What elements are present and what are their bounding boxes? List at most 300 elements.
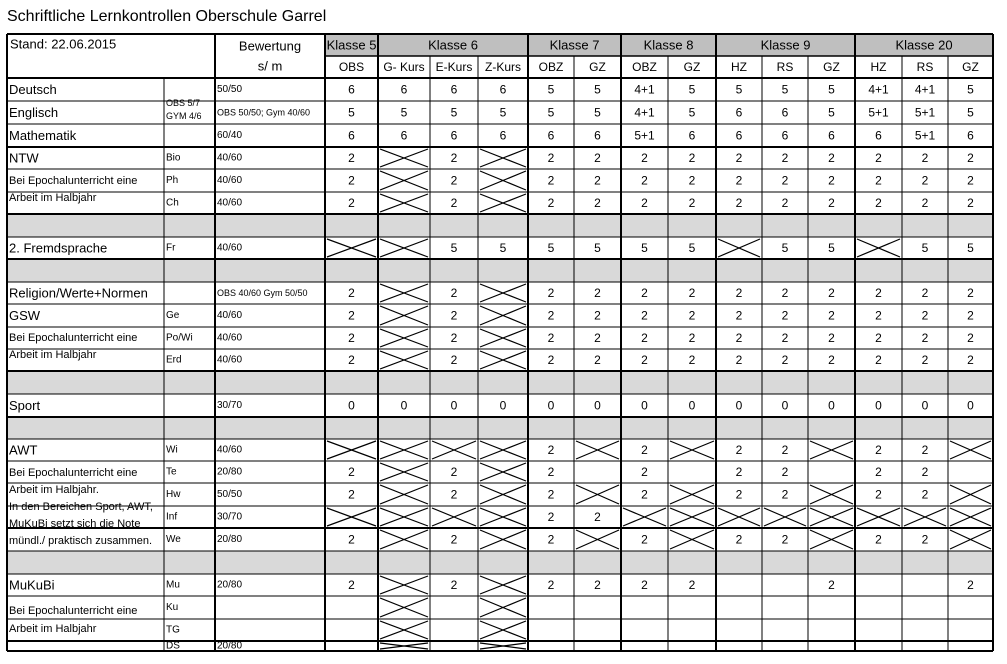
not-applicable-cross (857, 239, 900, 257)
sub-subject-label: DS (166, 640, 180, 652)
grade-count: 2 (594, 331, 601, 345)
weighting-ratio: 50/50 (217, 489, 243, 500)
subject-label: Mathematik (9, 128, 77, 143)
grade-count: 2 (641, 151, 648, 165)
subject-label: 2. Fremdsprache (9, 240, 108, 256)
grade-count: 2 (875, 308, 882, 323)
grade-count: 2 (921, 196, 929, 210)
sub-subject-label: Wi (166, 444, 178, 456)
class-header: Klasse 5 (326, 37, 377, 53)
page-title: Schriftliche Lernkontrollen Oberschule Garrel (7, 8, 327, 25)
grade-count: 2 (594, 578, 601, 592)
sub-subject-label: Erd (166, 354, 182, 366)
weighting-ratio: 20/80 (217, 466, 243, 478)
subject-label: MuKuBi (9, 577, 55, 593)
not-applicable-cross (480, 621, 526, 639)
grade-count: 2 (875, 286, 882, 300)
grade-count: 6 (450, 128, 458, 143)
grade-count: 5 (594, 241, 601, 255)
bewertung-sm-label: s/ m (257, 58, 283, 74)
epochal-note: Arbeit im Halbjahr (9, 623, 97, 635)
grade-count: 5 (688, 82, 696, 97)
grade-count: 2 (547, 510, 555, 524)
grade-count: 2 (781, 532, 789, 547)
grade-count: 2 (547, 151, 555, 165)
grade-count: 2 (348, 151, 355, 165)
epochal-note: Arbeit im Halbjahr (9, 192, 97, 204)
grade-count: 2 (875, 532, 882, 547)
not-applicable-cross (810, 441, 853, 459)
grade-count: 5 (781, 241, 789, 255)
not-applicable-cross (480, 194, 526, 212)
grade-count: 2 (735, 196, 743, 210)
weighting-ratio: 40/60 (217, 444, 243, 456)
not-applicable-cross (380, 441, 428, 459)
grade-count: 2 (641, 532, 648, 547)
subject-label: GSW (9, 308, 41, 323)
not-applicable-cross (480, 576, 526, 594)
grade-count: 5 (828, 241, 835, 255)
weighting-ratio: 30/70 (217, 511, 243, 523)
grade-count: 2 (875, 151, 882, 165)
sub-subject-label: Mu (166, 579, 180, 591)
not-applicable-cross (810, 485, 853, 504)
grade-count: 2 (450, 532, 458, 547)
grade-count: 2 (967, 196, 974, 210)
grade-count: 2 (967, 286, 974, 300)
grade-count: 2 (641, 487, 648, 502)
not-applicable-cross (904, 508, 946, 526)
subject-label: NTW (9, 150, 39, 166)
not-applicable-cross (380, 239, 428, 257)
grade-count: 5 (547, 241, 555, 255)
not-applicable-cross (857, 508, 900, 526)
grade-count: 2 (641, 286, 648, 300)
grade-count: 0 (499, 398, 507, 413)
grade-count: 2 (547, 173, 555, 188)
grade-count: 2 (735, 465, 743, 479)
grade-count: 2 (641, 308, 648, 323)
not-applicable-cross (670, 441, 714, 459)
sub-subject-label: We (166, 534, 181, 545)
grade-count: 2 (594, 308, 601, 323)
grade-count: 2 (547, 331, 555, 345)
column-header: HZ (870, 60, 887, 74)
separator-band (7, 551, 993, 574)
not-applicable-cross (764, 508, 806, 526)
not-applicable-cross (480, 351, 526, 369)
not-applicable-cross (380, 485, 428, 504)
grade-count: 2 (781, 443, 789, 457)
subject-label: Sport (9, 398, 41, 413)
grade-count: 0 (828, 398, 835, 413)
not-applicable-cross (670, 485, 714, 504)
weighting-ratio: 20/80 (217, 640, 243, 652)
sub-subject-label: Inf (166, 511, 178, 523)
grade-count: 2 (875, 487, 882, 502)
class-header: Klasse 9 (760, 37, 811, 53)
column-header: OBS (338, 60, 365, 74)
grade-count: 2 (594, 286, 601, 300)
awt-note: Arbeit im Halbjahr. (9, 484, 99, 496)
grade-count: 2 (735, 532, 743, 547)
grade-count: 2 (641, 443, 648, 457)
not-applicable-cross (480, 485, 526, 504)
column-header: G- Kurs (383, 60, 425, 74)
grade-count: 2 (875, 353, 882, 367)
bewertung-label: Bewertung (238, 38, 302, 54)
grade-count: 2 (921, 308, 929, 323)
grade-count: 5 (967, 82, 974, 97)
grade-count: 4+1 (914, 82, 936, 97)
grade-count: 6 (781, 128, 789, 143)
grade-count: 2 (450, 173, 458, 188)
grade-count: 5 (594, 82, 601, 97)
grade-count: 0 (641, 398, 648, 413)
grade-count: 6 (348, 128, 355, 143)
not-applicable-cross (950, 530, 991, 549)
grade-count: 2 (921, 286, 929, 300)
grade-count: 6 (781, 105, 789, 120)
grade-count: 5 (967, 105, 974, 120)
grade-count: 2 (828, 331, 835, 345)
subject-label: Englisch (9, 105, 59, 120)
not-applicable-cross (810, 508, 853, 526)
grade-count: 5 (348, 105, 355, 120)
grade-count: 5+1 (634, 128, 655, 143)
grade-count: 2 (828, 308, 835, 323)
grade-count: 5 (594, 105, 601, 120)
not-applicable-cross (623, 508, 666, 526)
grade-count: 2 (348, 487, 355, 502)
grade-count: 2 (348, 578, 355, 592)
grade-count: 2 (735, 487, 743, 502)
grade-count: 2 (688, 286, 696, 300)
not-applicable-cross (380, 508, 428, 526)
grade-count: 2 (594, 510, 601, 524)
weighting-ratio: 50/50 (217, 84, 243, 95)
grade-count: 6 (499, 82, 507, 97)
grade-count: 2 (781, 331, 789, 345)
awt-note: MuKuBi setzt sich die Note (9, 518, 141, 530)
not-applicable-cross (380, 306, 428, 325)
column-header: OBZ (632, 60, 657, 74)
grade-count: 2 (348, 286, 355, 300)
grade-count: 6 (547, 128, 555, 143)
sub-subject-label: Te (166, 466, 177, 478)
grade-count: 2 (450, 487, 458, 502)
grade-count: 5+1 (868, 105, 889, 120)
not-applicable-cross (950, 508, 991, 526)
grade-count: 6 (348, 82, 355, 97)
weighting-ratio: 30/70 (217, 400, 243, 411)
grade-count: 6 (688, 128, 696, 143)
weighting-ratio: 20/80 (217, 534, 243, 545)
grade-count: 2 (348, 465, 355, 479)
not-applicable-cross (576, 485, 619, 504)
sub-subject-label: TG (166, 624, 180, 636)
grade-count: 2 (450, 465, 458, 479)
grade-count: 2 (348, 173, 355, 188)
not-applicable-cross (380, 598, 428, 617)
grade-count: 2 (641, 353, 648, 367)
not-applicable-cross (480, 463, 526, 481)
sub-subject-label: Ku (166, 602, 179, 613)
grade-count: 2 (735, 286, 743, 300)
grade-count: 2 (688, 578, 696, 592)
class-header: Klasse 8 (643, 37, 694, 53)
grade-count: 0 (547, 398, 555, 413)
weighting-ratio: 40/60 (217, 332, 243, 344)
sub-subject-label: Ge (166, 310, 180, 321)
grade-count: 2 (641, 465, 648, 479)
grade-count: 2 (641, 578, 648, 592)
column-header: HZ (731, 60, 747, 74)
awt-note: mündl./ praktisch zusammen. (9, 535, 153, 547)
weighting-ratio: 60/40 (217, 130, 243, 141)
grade-count: 2 (450, 151, 458, 165)
grade-count: 6 (450, 82, 458, 97)
grade-count: 2 (688, 173, 696, 188)
awt-note: Bei Epochalunterricht eine (9, 467, 138, 479)
not-applicable-cross (380, 171, 428, 190)
grade-count: 2 (641, 331, 648, 345)
grade-count: 2 (688, 331, 696, 345)
epochal-note: Bei Epochalunterricht eine (9, 175, 138, 187)
weighting-ratio: 40/60 (217, 152, 243, 164)
grade-count: 2 (547, 308, 555, 323)
grade-count: 2 (781, 286, 789, 300)
grade-count: 2 (348, 196, 355, 210)
grade-count: 2 (921, 443, 929, 457)
column-header: OBZ (538, 60, 564, 74)
grade-count: 0 (781, 398, 789, 413)
not-applicable-cross (327, 508, 376, 526)
grade-count: 2 (967, 173, 974, 188)
grade-count: 5 (450, 241, 458, 255)
core-note: OBS 5/7 (166, 98, 201, 108)
not-applicable-cross (718, 508, 760, 526)
sub-subject-label: Po/Wi (166, 332, 193, 344)
grade-count: 5 (547, 82, 555, 97)
grade-count: 2 (875, 196, 882, 210)
grade-count: 2 (875, 443, 882, 457)
not-applicable-cross (670, 530, 714, 549)
grade-count: 2 (594, 151, 601, 165)
column-header: E-Kurs (435, 60, 473, 74)
grade-count: 0 (921, 398, 929, 413)
grade-count: 5 (400, 105, 408, 120)
grade-count: 5+1 (914, 105, 936, 120)
grade-count: 2 (781, 151, 789, 165)
grade-count: 2 (688, 151, 696, 165)
separator-band (7, 371, 993, 394)
grade-count: 2 (594, 196, 601, 210)
separator-band (7, 214, 993, 237)
grade-count: 2 (967, 151, 974, 165)
grade-count: 2 (547, 286, 555, 300)
stand-date: Stand: 22.06.2015 (10, 36, 117, 52)
weighting-ratio: 40/60 (217, 310, 243, 321)
grade-count: 2 (450, 308, 458, 323)
grade-count: 2 (735, 151, 743, 165)
weighting-ratio: 40/60 (217, 242, 243, 254)
column-header: GZ (589, 60, 606, 74)
not-applicable-cross (576, 441, 619, 459)
column-header: GZ (823, 60, 840, 74)
grade-count: 2 (547, 578, 555, 592)
not-applicable-cross (327, 239, 376, 257)
not-applicable-cross (380, 351, 428, 369)
grade-count: 2 (547, 465, 555, 479)
not-applicable-cross (380, 149, 428, 167)
grade-count: 2 (547, 487, 555, 502)
grade-count: 2 (921, 331, 929, 345)
grade-count: 6 (828, 128, 835, 143)
grade-count: 6 (400, 82, 408, 97)
grade-count: 2 (594, 353, 601, 367)
epochal-note: Arbeit im Halbjahr (9, 349, 97, 361)
grade-count: 2 (828, 353, 835, 367)
grade-count: 2 (781, 196, 789, 210)
grade-count: 5 (547, 105, 555, 120)
not-applicable-cross (480, 530, 526, 549)
epochal-note: Bei Epochalunterricht eine (9, 332, 138, 344)
grade-count: 2 (450, 196, 458, 210)
grade-count: 0 (688, 398, 696, 413)
not-applicable-cross (718, 239, 760, 257)
grade-count: 2 (828, 151, 835, 165)
grade-count: 2 (967, 308, 974, 323)
grade-count: 2 (921, 465, 929, 479)
not-applicable-cross (380, 329, 428, 347)
grade-count: 2 (641, 196, 648, 210)
grade-count: 2 (781, 487, 789, 502)
sub-subject-label: Fr (166, 242, 176, 254)
weighting-ratio: 20/80 (217, 579, 243, 591)
sub-subject-label: Bio (166, 152, 181, 164)
grade-count: 2 (921, 353, 929, 367)
not-applicable-cross (380, 576, 428, 594)
grade-count: 6 (875, 128, 882, 143)
grade-count: 2 (450, 286, 458, 300)
grade-count: 2 (781, 353, 789, 367)
grade-count: 2 (828, 578, 835, 592)
grade-count: 2 (450, 331, 458, 345)
weighting-ratio: OBS 50/50; Gym 40/60 (217, 107, 311, 118)
class-header: Klasse 7 (549, 37, 600, 53)
grade-count: 5 (967, 241, 974, 255)
not-applicable-cross (480, 306, 526, 325)
grade-count: 2 (921, 532, 929, 547)
grade-count: 6 (594, 128, 601, 143)
grade-count: 2 (967, 353, 974, 367)
grade-count: 5 (499, 241, 507, 255)
grade-count: 2 (875, 465, 882, 479)
grade-count: 2 (641, 173, 648, 188)
grade-count: 5 (828, 82, 835, 97)
weighting-ratio: 40/60 (217, 354, 243, 366)
grade-count: 6 (967, 128, 974, 143)
grade-count: 2 (828, 173, 835, 188)
grade-count: 2 (348, 353, 355, 367)
grade-count: 0 (450, 398, 458, 413)
grade-count: 0 (735, 398, 743, 413)
grade-count: 2 (348, 532, 355, 547)
grade-count: 2 (967, 331, 974, 345)
grade-count: 4+1 (634, 105, 655, 120)
not-applicable-cross (380, 643, 428, 649)
column-header: GZ (683, 60, 701, 74)
weighting-ratio: OBS 40/60 Gym 50/50 (217, 288, 308, 298)
grade-count: 2 (547, 196, 555, 210)
grade-count: 5 (641, 241, 648, 255)
not-applicable-cross (810, 530, 853, 549)
grade-count: 2 (921, 151, 929, 165)
grade-count: 2 (921, 487, 929, 502)
grade-count: 2 (348, 308, 355, 323)
grade-count: 2 (547, 443, 555, 457)
grade-count: 0 (967, 398, 974, 413)
grade-count: 5 (450, 105, 458, 120)
not-applicable-cross (480, 441, 526, 459)
grade-count: 2 (688, 353, 696, 367)
core-note: GYM 4/6 (166, 111, 202, 121)
sub-subject-label: Ch (166, 197, 179, 209)
not-applicable-cross (480, 284, 526, 302)
sub-subject-label: Hw (166, 489, 181, 500)
grade-count: 2 (735, 443, 743, 457)
not-applicable-cross (432, 508, 476, 526)
class-header: Klasse 20 (895, 37, 953, 53)
grade-count: 5 (921, 241, 929, 255)
grade-count: 2 (781, 308, 789, 323)
grade-count: 6 (735, 128, 743, 143)
grade-count: 5 (499, 105, 507, 120)
sub-subject-label: Ph (166, 175, 179, 186)
grade-count: 6 (735, 105, 743, 120)
grade-count: 2 (547, 532, 555, 547)
grade-count: 5 (688, 241, 696, 255)
not-applicable-cross (480, 149, 526, 167)
epochal-note: Bei Epochalunterricht eine (9, 605, 138, 617)
not-applicable-cross (480, 643, 526, 649)
not-applicable-cross (380, 621, 428, 639)
grade-count: 2 (875, 173, 882, 188)
not-applicable-cross (380, 194, 428, 212)
column-header: RS (916, 60, 934, 74)
grade-count: 5 (828, 105, 835, 120)
grade-count: 6 (499, 128, 507, 143)
weighting-ratio: 40/60 (217, 197, 243, 209)
not-applicable-cross (480, 598, 526, 617)
grade-count: 0 (348, 398, 355, 413)
grade-count: 5+1 (914, 128, 936, 143)
grade-count: 2 (450, 353, 458, 367)
grade-count: 5 (781, 82, 789, 97)
grade-count: 2 (450, 578, 458, 592)
grade-count: 2 (967, 578, 974, 592)
separator-band (7, 417, 993, 439)
grade-count: 2 (735, 353, 743, 367)
column-header: RS (776, 60, 794, 74)
column-header: Z-Kurs (485, 60, 521, 74)
grade-count: 2 (688, 196, 696, 210)
awt-note: In den Bereichen Sport, AWT, (9, 501, 153, 513)
subject-label: Deutsch (9, 82, 57, 97)
subject-label: AWT (9, 442, 38, 458)
grade-count: 2 (547, 353, 555, 367)
